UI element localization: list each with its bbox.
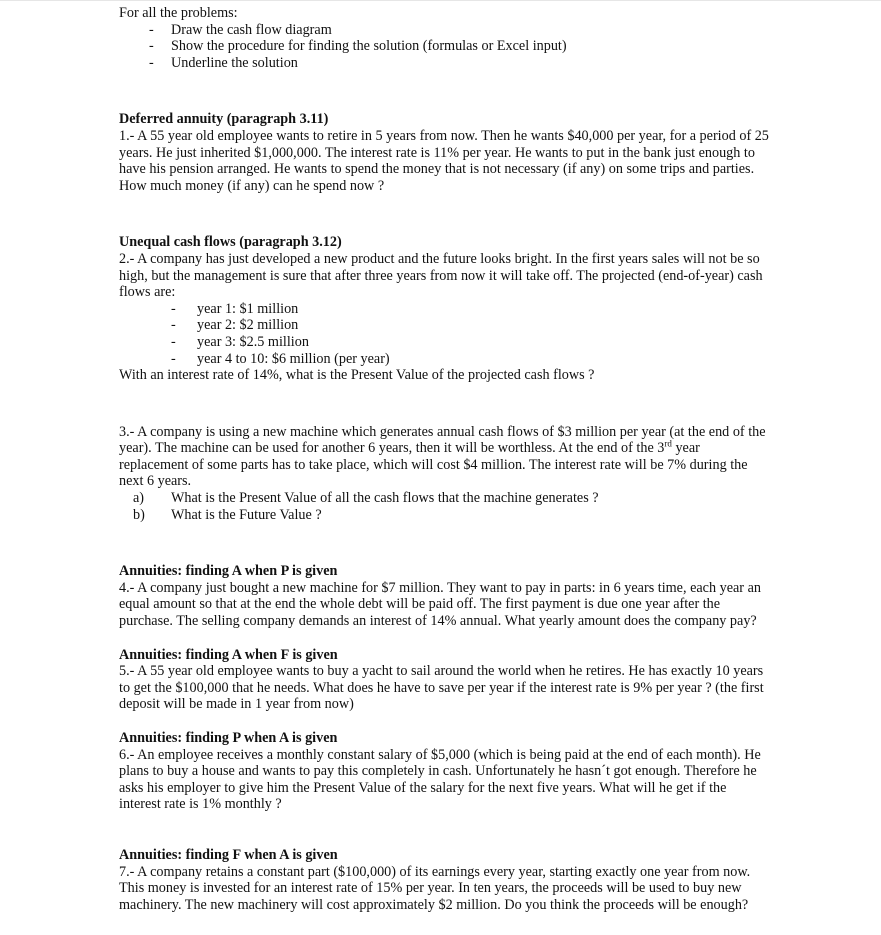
problem-text-part1: 3.- A company is using a new machine which generates annual cash flows of $3 million per year (at the end of the year). The machine can be used for another 6 years, then it will be worthless. At the end of the 3	[119, 423, 766, 457]
list-item: - year 3: $2.5 million	[171, 334, 769, 351]
problem-text: 1.- A 55 year old employee wants to retire in 5 years from now. Then he wants $40,000 per year, for a period of 25 years. He just inherited $1,000,000. The interest rate is 11% per year. He wants to put in the bank just enough to have his pension arranged. He wants to spend the money that is not necessary (if any) on some trips and parties. How much money (if any) can he spend now ?	[119, 127, 769, 194]
list-item: - year 2: $2 million	[171, 317, 769, 334]
section-heading: Annuities: finding A when F is given	[119, 646, 338, 663]
list-item: - year 1: $1 million	[171, 301, 769, 318]
list-item: - Show the procedure for finding the solution (formulas or Excel input)	[149, 38, 769, 55]
document-body	[119, 5, 769, 913]
intro-lead: For all the problems:	[119, 5, 238, 21]
problem-text	[119, 424, 769, 490]
question-text: What is the Future Value ?	[171, 506, 322, 523]
cash-flow-list	[119, 301, 769, 367]
question-label: b)	[133, 506, 145, 523]
list-item: - Draw the cash flow diagram	[149, 22, 769, 39]
section-heading: Annuities: finding A when P is given	[119, 563, 338, 580]
problem-question: With an interest rate of 14%, what is the Present Value of the projected cash flows ?	[119, 367, 595, 384]
section-heading: Unequal cash flows (paragraph 3.12)	[119, 234, 342, 251]
ordinal-suffix: rd	[664, 438, 672, 449]
section-heading: Annuities: finding F when A is given	[119, 846, 338, 863]
list-item: - Underline the solution	[149, 55, 769, 72]
list-item	[133, 507, 769, 524]
list-item: - year 4 to 10: $6 million (per year)	[171, 351, 769, 368]
problem-text-part2: year replacement of some parts has to take place, which will cost $4 million. The interest rate will be 7% during the next 6 years.	[119, 440, 748, 490]
problem-text: 6.- An employee receives a monthly constant salary of $5,000 (which is being paid at the end of each month). He plans to buy a house and wants to pay this completely in cash. Unfortunately he hasn´t got enough. Therefore he asks his employer to give him the Present Value of the salary for the next five years. What will he get if the interest rate is 1% monthly ?	[119, 746, 761, 813]
section-heading: Deferred annuity (paragraph 3.11)	[119, 111, 329, 128]
intro-list	[119, 22, 769, 72]
page-top-border	[0, 0, 881, 1]
question-label: a)	[133, 490, 145, 507]
problem-text: 7.- A company retains a constant part ($100,000) of its earnings every year, starting exactly one year from now. This money is invested for an interest rate of 15% per year. In ten years, the proceeds will be used to buy new machinery. The new machinery will cost approximately $2 million. Do you think the proceeds will be enough?	[119, 863, 751, 913]
list-item	[133, 490, 769, 507]
problem-text: 4.- A company just bought a new machine for $7 million. They want to pay in parts: in 6 years time, each year an equal amount so that at the end the whole debt will be paid off. The first payment is due one year after the purchase. The selling company demands an interest of 14% annual. What yearly amount does the company pay?	[119, 579, 761, 630]
problem-text: 5.- A 55 year old employee wants to buy a yacht to sail around the world when he retires. He has exactly 10 years to get the $100,000 that he needs. What does he have to save per year if the interest rate is 9% per year ? (the first deposit will be made in 1 year from now)	[119, 663, 764, 713]
problem-text: 2.- A company has just developed a new product and the future looks bright. In the first years sales will not be so high, but the management is sure that after three years from now it will take off. The projected (end-of-year) cash flows are:	[119, 250, 763, 301]
question-text: What is the Present Value of all the cash flows that the machine generates ?	[171, 490, 599, 507]
question-list	[119, 490, 769, 523]
section-heading: Annuities: finding P when A is given	[119, 730, 338, 746]
